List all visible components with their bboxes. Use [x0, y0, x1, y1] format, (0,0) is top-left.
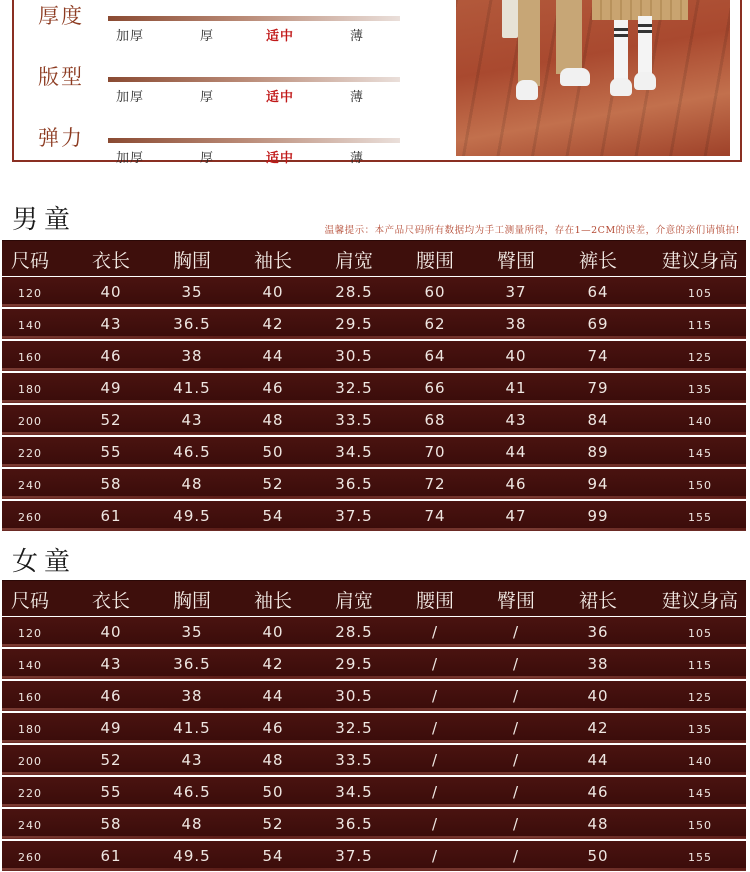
- table-cell: 35: [181, 283, 203, 301]
- table-cell: 41.5: [173, 719, 211, 737]
- measurement-note: 温馨提示：本产品尺码所有数据均为手工测量所得，存在1—2CM的误差，介意的亲们请慎拍!: [324, 225, 740, 236]
- table-cell: 40: [587, 687, 609, 705]
- table-cell: 40: [100, 283, 122, 301]
- column-header: 衣长: [91, 250, 130, 272]
- attribute-option: 加厚: [116, 90, 145, 105]
- table-cell: 46: [587, 783, 609, 801]
- table-cell: 115: [688, 659, 712, 672]
- table-cell: 41: [505, 379, 527, 397]
- attribute-option: 薄: [350, 151, 365, 166]
- table-cell: 58: [100, 815, 122, 833]
- table-cell: 43: [505, 411, 527, 429]
- table-cell: 135: [688, 383, 712, 396]
- table-cell: 40: [505, 347, 527, 365]
- table-cell: 35: [181, 623, 203, 641]
- column-header: 袖长: [253, 250, 292, 272]
- table-cell: /: [512, 655, 520, 673]
- trouser-leg: [518, 0, 540, 86]
- size-cell: 160: [18, 691, 42, 704]
- size-cell: 220: [18, 447, 42, 460]
- column-header: 袖长: [253, 590, 292, 612]
- attribute-row-elasticity: [14, 122, 434, 166]
- table-cell: 40: [262, 623, 284, 641]
- table-cell: /: [431, 783, 439, 801]
- table-cell: 48: [262, 411, 284, 429]
- table-cell: /: [512, 751, 520, 769]
- column-header: 腰围: [415, 250, 454, 272]
- table-cell: 29.5: [335, 315, 373, 333]
- table-cell: 62: [424, 315, 446, 333]
- table-cell: /: [431, 751, 439, 769]
- size-cell: 140: [18, 659, 42, 672]
- table-cell: 89: [587, 443, 609, 461]
- table-cell: 40: [100, 623, 122, 641]
- table-cell: 125: [688, 351, 712, 364]
- table-cell: 66: [424, 379, 446, 397]
- column-header: 尺码: [10, 250, 49, 272]
- column-header: 建议身高: [661, 590, 738, 612]
- table-cell: 46: [100, 347, 122, 365]
- table-cell: 46: [262, 379, 284, 397]
- product-photo: [456, 0, 730, 156]
- table-cell: 48: [262, 751, 284, 769]
- table-cell: 43: [181, 751, 203, 769]
- table-cell: /: [512, 847, 520, 865]
- table-cell: 55: [100, 443, 122, 461]
- size-cell: 240: [18, 479, 42, 492]
- sock-stripe: [614, 28, 628, 31]
- table-cell: 74: [587, 347, 609, 365]
- table-cell: 30.5: [335, 347, 373, 365]
- table-row: [2, 841, 746, 871]
- attribute-label: 版型: [38, 65, 84, 89]
- table-cell: 64: [424, 347, 446, 365]
- table-cell: 155: [688, 851, 712, 864]
- table-cell: 74: [424, 507, 446, 525]
- table-cell: /: [431, 655, 439, 673]
- table-row: [2, 501, 746, 531]
- table-cell: 44: [505, 443, 527, 461]
- size-cell: 140: [18, 319, 42, 332]
- table-cell: 37.5: [335, 507, 373, 525]
- attribute-option-selected: 适中: [266, 29, 295, 44]
- size-cell: 220: [18, 787, 42, 800]
- table-row: [2, 617, 746, 647]
- table-cell: 54: [262, 847, 284, 865]
- table-cell: 29.5: [335, 655, 373, 673]
- column-header: 衣长: [91, 590, 130, 612]
- table-cell: 38: [505, 315, 527, 333]
- table-cell: /: [431, 815, 439, 833]
- fabric-attributes-panel: [12, 0, 742, 166]
- column-header: 臀围: [496, 590, 535, 612]
- size-cell: 200: [18, 755, 42, 768]
- table-cell: 32.5: [335, 719, 373, 737]
- table-cell: 36.5: [335, 475, 373, 493]
- table-cell: 125: [688, 691, 712, 704]
- table-header: [2, 580, 746, 616]
- table-cell: /: [431, 687, 439, 705]
- table-cell: 48: [181, 815, 203, 833]
- table-cell: 84: [587, 411, 609, 429]
- size-cell: 180: [18, 723, 42, 736]
- table-cell: 69: [587, 315, 609, 333]
- trouser-leg: [556, 0, 582, 74]
- attribute-scale-bar: [108, 138, 400, 143]
- table-row: [2, 777, 746, 807]
- table-cell: 43: [100, 655, 122, 673]
- table-cell: 46: [100, 687, 122, 705]
- table-cell: /: [431, 719, 439, 737]
- table-cell: 61: [100, 507, 122, 525]
- column-header: 尺码: [10, 590, 49, 612]
- table-cell: 38: [181, 347, 203, 365]
- table-cell: 43: [181, 411, 203, 429]
- table-cell: 34.5: [335, 443, 373, 461]
- attribute-option: 加厚: [116, 151, 145, 166]
- table-cell: 36.5: [335, 815, 373, 833]
- table-cell: 46.5: [173, 443, 211, 461]
- table-cell: 52: [100, 751, 122, 769]
- table-cell: 61: [100, 847, 122, 865]
- table-cell: 36.5: [173, 655, 211, 673]
- table-cell: /: [512, 783, 520, 801]
- table-cell: 37: [505, 283, 527, 301]
- column-header: 肩宽: [334, 250, 373, 272]
- table-row: [2, 649, 746, 679]
- table-cell: /: [512, 687, 520, 705]
- table-cell: 140: [688, 755, 712, 768]
- table-cell: 34.5: [335, 783, 373, 801]
- table-cell: 32.5: [335, 379, 373, 397]
- table-cell: 99: [587, 507, 609, 525]
- table-row: [2, 809, 746, 839]
- table-row: [2, 745, 746, 775]
- attribute-option: 加厚: [116, 29, 145, 44]
- table-cell: 43: [100, 315, 122, 333]
- table-cell: /: [431, 847, 439, 865]
- table-cell: 46: [262, 719, 284, 737]
- table-cell: 49: [100, 719, 122, 737]
- attribute-row-fit: [14, 61, 434, 105]
- table-cell: 49.5: [173, 847, 211, 865]
- table-row: [2, 341, 746, 371]
- attribute-option-selected: 适中: [266, 90, 295, 105]
- table-cell: 72: [424, 475, 446, 493]
- column-header: 胸围: [172, 250, 211, 272]
- table-cell: 54: [262, 507, 284, 525]
- sneaker: [634, 72, 656, 90]
- bag: [502, 0, 518, 38]
- size-cell: 260: [18, 851, 42, 864]
- column-header: 裙长: [578, 590, 617, 612]
- table-cell: 55: [100, 783, 122, 801]
- table-row: [2, 373, 746, 403]
- table-cell: 40: [262, 283, 284, 301]
- table-row: [2, 437, 746, 467]
- attribute-label: 弹力: [38, 126, 84, 150]
- table-cell: 46: [505, 475, 527, 493]
- sock-stripe: [638, 30, 652, 33]
- column-header: 臀围: [496, 250, 535, 272]
- table-cell: 38: [181, 687, 203, 705]
- sneaker: [516, 80, 538, 100]
- table-cell: 33.5: [335, 751, 373, 769]
- table-cell: 50: [262, 443, 284, 461]
- table-cell: 38: [587, 655, 609, 673]
- table-cell: 70: [424, 443, 446, 461]
- attribute-option-selected: 适中: [266, 151, 295, 166]
- column-header: 肩宽: [334, 590, 373, 612]
- table-cell: 44: [587, 751, 609, 769]
- attribute-option: 厚: [200, 151, 215, 166]
- sock-stripe: [638, 24, 652, 27]
- table-cell: 79: [587, 379, 609, 397]
- table-cell: 68: [424, 411, 446, 429]
- attribute-option: 薄: [350, 90, 365, 105]
- table-cell: 105: [688, 627, 712, 640]
- table-cell: 105: [688, 287, 712, 300]
- table-cell: 145: [688, 787, 712, 800]
- girls-section-title: 女童: [12, 547, 77, 577]
- size-cell: 120: [18, 627, 42, 640]
- attribute-label: 厚度: [38, 4, 84, 28]
- table-cell: 44: [262, 347, 284, 365]
- table-cell: 36: [587, 623, 609, 641]
- sock-stripe: [614, 34, 628, 37]
- table-cell: 48: [587, 815, 609, 833]
- attribute-scale-bar: [108, 16, 400, 21]
- table-cell: 50: [262, 783, 284, 801]
- table-cell: 52: [262, 815, 284, 833]
- table-cell: 46.5: [173, 783, 211, 801]
- table-cell: 94: [587, 475, 609, 493]
- size-cell: 200: [18, 415, 42, 428]
- table-cell: 30.5: [335, 687, 373, 705]
- table-cell: 115: [688, 319, 712, 332]
- size-cell: 240: [18, 819, 42, 832]
- attribute-scale-bar: [108, 77, 400, 82]
- table-cell: 150: [688, 479, 712, 492]
- table-row: [2, 277, 746, 307]
- attribute-row-thickness: [14, 0, 434, 44]
- table-row: [2, 713, 746, 743]
- table-row: [2, 405, 746, 435]
- table-cell: 135: [688, 723, 712, 736]
- table-cell: 64: [587, 283, 609, 301]
- table-cell: 150: [688, 819, 712, 832]
- table-cell: /: [512, 815, 520, 833]
- table-cell: 42: [262, 655, 284, 673]
- attribute-option: 薄: [350, 29, 365, 44]
- attribute-option: 厚: [200, 90, 215, 105]
- table-cell: 60: [424, 283, 446, 301]
- table-cell: 52: [262, 475, 284, 493]
- boys-section-title: 男童: [12, 205, 77, 235]
- table-cell: 140: [688, 415, 712, 428]
- attribute-option: 厚: [200, 29, 215, 44]
- table-cell: 49: [100, 379, 122, 397]
- table-header: [2, 240, 746, 276]
- table-cell: 49.5: [173, 507, 211, 525]
- sneaker: [610, 78, 632, 96]
- column-header: 胸围: [172, 590, 211, 612]
- table-cell: 145: [688, 447, 712, 460]
- table-cell: 28.5: [335, 283, 373, 301]
- sneaker: [560, 68, 590, 86]
- column-header: 建议身高: [661, 250, 738, 272]
- table-cell: 48: [181, 475, 203, 493]
- column-header: 腰围: [415, 590, 454, 612]
- table-cell: 42: [262, 315, 284, 333]
- table-cell: /: [512, 623, 520, 641]
- table-row: [2, 681, 746, 711]
- table-row: [2, 469, 746, 499]
- column-header: 裤长: [578, 250, 617, 272]
- table-cell: 42: [587, 719, 609, 737]
- table-cell: 28.5: [335, 623, 373, 641]
- table-row: [2, 309, 746, 339]
- table-cell: 155: [688, 511, 712, 524]
- table-cell: 44: [262, 687, 284, 705]
- size-cell: 180: [18, 383, 42, 396]
- table-cell: 33.5: [335, 411, 373, 429]
- table-cell: 41.5: [173, 379, 211, 397]
- table-cell: 36.5: [173, 315, 211, 333]
- size-cell: 260: [18, 511, 42, 524]
- size-cell: 120: [18, 287, 42, 300]
- table-cell: 50: [587, 847, 609, 865]
- table-cell: /: [431, 623, 439, 641]
- table-cell: 37.5: [335, 847, 373, 865]
- size-cell: 160: [18, 351, 42, 364]
- table-cell: 47: [505, 507, 527, 525]
- table-cell: 52: [100, 411, 122, 429]
- table-cell: 58: [100, 475, 122, 493]
- table-cell: /: [512, 719, 520, 737]
